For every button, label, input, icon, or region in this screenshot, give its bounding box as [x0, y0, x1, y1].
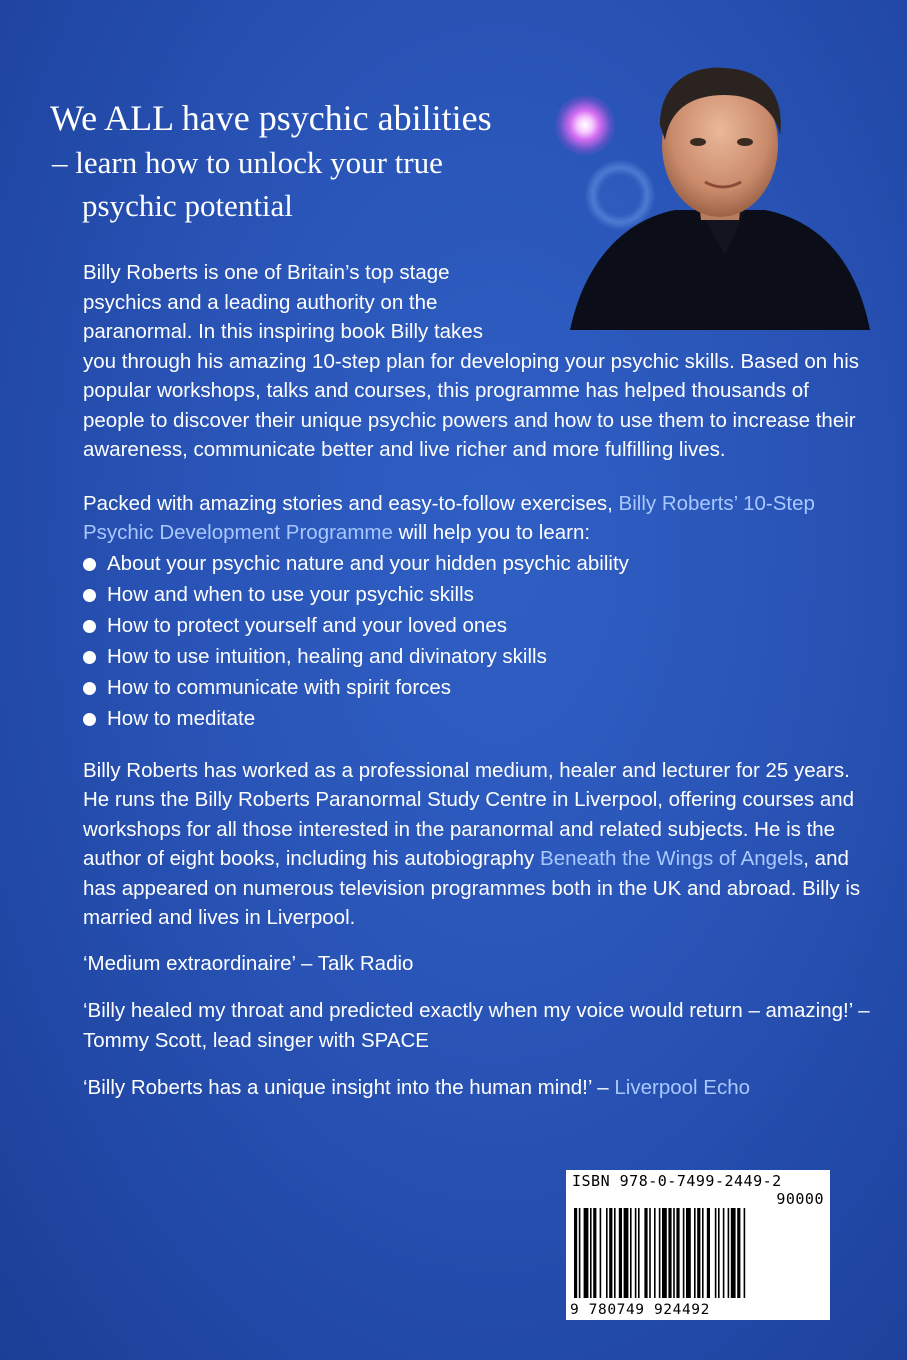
- barcode-bar: [683, 1208, 685, 1298]
- autobiography-title: Beneath the Wings of Angels: [540, 847, 804, 870]
- list-item: How to protect yourself and your loved ones: [83, 610, 873, 641]
- price-code: 90000: [776, 1190, 824, 1208]
- headline-line-3: psychic potential: [82, 188, 293, 223]
- quote-liverpool-echo: [83, 1073, 873, 1103]
- quote-source: Liverpool Echo: [614, 1076, 751, 1099]
- packed-after: will help you to learn:: [398, 521, 591, 544]
- barcode-bar: [686, 1208, 691, 1298]
- intro-rest: you through his amazing 10-step plan for developing your psychic skills. Based on his popular workshops, talks and courses, this programme has helped thousands of people to discover their unique psychic powers and how to use them to increase their awareness, communicate better and live richer and more fulfilling lives.: [83, 349, 860, 461]
- barcode-bar: [694, 1208, 696, 1298]
- intro-line-3: paranormal. In this inspiring book Billy takes: [83, 320, 483, 343]
- programme-title: Billy Roberts’ 10-Step Psychic Development Programme: [83, 491, 815, 544]
- barcode-bar: [697, 1208, 700, 1298]
- barcode-bar: [707, 1208, 710, 1298]
- barcode-bar: [600, 1208, 602, 1298]
- barcode: [566, 1170, 830, 1320]
- barcode-bar: [606, 1208, 608, 1298]
- barcode-bar: [574, 1208, 577, 1298]
- barcode-bar: [737, 1208, 740, 1298]
- intro-line-1: Billy Roberts is one of Britain’s top stage: [83, 261, 450, 284]
- barcode-bar: [718, 1208, 720, 1298]
- learn-list: [83, 548, 873, 734]
- barcode-bar: [584, 1208, 589, 1298]
- headline: [50, 95, 570, 227]
- list-item: How to meditate: [83, 703, 873, 734]
- blurb: [83, 258, 873, 1103]
- barcode-bar: [579, 1208, 581, 1298]
- list-item: How to communicate with spirit forces: [83, 672, 873, 703]
- barcode-bar: [673, 1208, 675, 1298]
- quote-talk-radio: ‘Medium extraordinaire’ – Talk Radio: [83, 951, 414, 975]
- barcode-bar: [624, 1208, 629, 1298]
- barcode-bar: [668, 1208, 671, 1298]
- barcode-bar: [614, 1208, 616, 1298]
- quote-text: ‘Billy Roberts has a unique insight into the human mind!’ –: [83, 1076, 609, 1099]
- barcode-bar: [723, 1208, 725, 1298]
- list-item: How and when to use your psychic skills: [83, 579, 873, 610]
- barcode-bar: [635, 1208, 637, 1298]
- barcode-bar: [728, 1208, 730, 1298]
- barcode-bar: [715, 1208, 717, 1298]
- barcode-bar: [593, 1208, 596, 1298]
- intro-line-2: psychics and a leading authority on the: [83, 290, 438, 314]
- barcode-bar: [662, 1208, 667, 1298]
- isbn-text: ISBN 978-0-7499-2449-2: [572, 1172, 782, 1190]
- headline-line-1: We ALL have psychic abilities: [50, 98, 492, 138]
- barcode-bar: [676, 1208, 679, 1298]
- barcode-bar: [590, 1208, 592, 1298]
- bio-before: Billy Roberts has worked as a professional medium, healer and lecturer for 25 years. He runs the Billy Roberts Paranormal Study Centre in Liverpool, offering courses and workshops for all those interested in the paranormal and related subjects. He is the author of eight books, including his autobiography: [83, 758, 855, 870]
- packed-paragraph: [83, 489, 873, 548]
- intro-paragraph: [83, 258, 873, 465]
- barcode-bar: [649, 1208, 651, 1298]
- barcode-bar: [744, 1208, 746, 1298]
- barcode-bar: [644, 1208, 647, 1298]
- barcode-bar: [619, 1208, 622, 1298]
- barcode-bar: [731, 1208, 736, 1298]
- list-item: About your psychic nature and your hidden psychic ability: [83, 548, 873, 579]
- barcode-bar: [609, 1208, 612, 1298]
- packed-before: Packed with amazing stories and easy-to-follow exercises,: [83, 491, 613, 515]
- bio-paragraph: [83, 756, 873, 933]
- quote-tommy-scott: ‘Billy healed my throat and predicted exactly when my voice would return – amazing!’ – Tommy Scott, lead singer with SPACE: [83, 999, 870, 1052]
- headline-line-2: – learn how to unlock your true: [52, 145, 443, 180]
- barcode-bar: [702, 1208, 704, 1298]
- barcode-bar: [638, 1208, 640, 1298]
- barcode-bar: [654, 1208, 656, 1298]
- list-item: How to use intuition, healing and divinatory skills: [83, 641, 873, 672]
- barcode-bar: [659, 1208, 661, 1298]
- barcode-bar: [630, 1208, 632, 1298]
- bio-after: , and has appeared on numerous television programmes both in the UK and abroad. Billy is married and lives in Liverpool.: [83, 847, 861, 929]
- barcode-number: 9 780749 924492: [570, 1302, 710, 1318]
- barcode-bars: [572, 1208, 824, 1298]
